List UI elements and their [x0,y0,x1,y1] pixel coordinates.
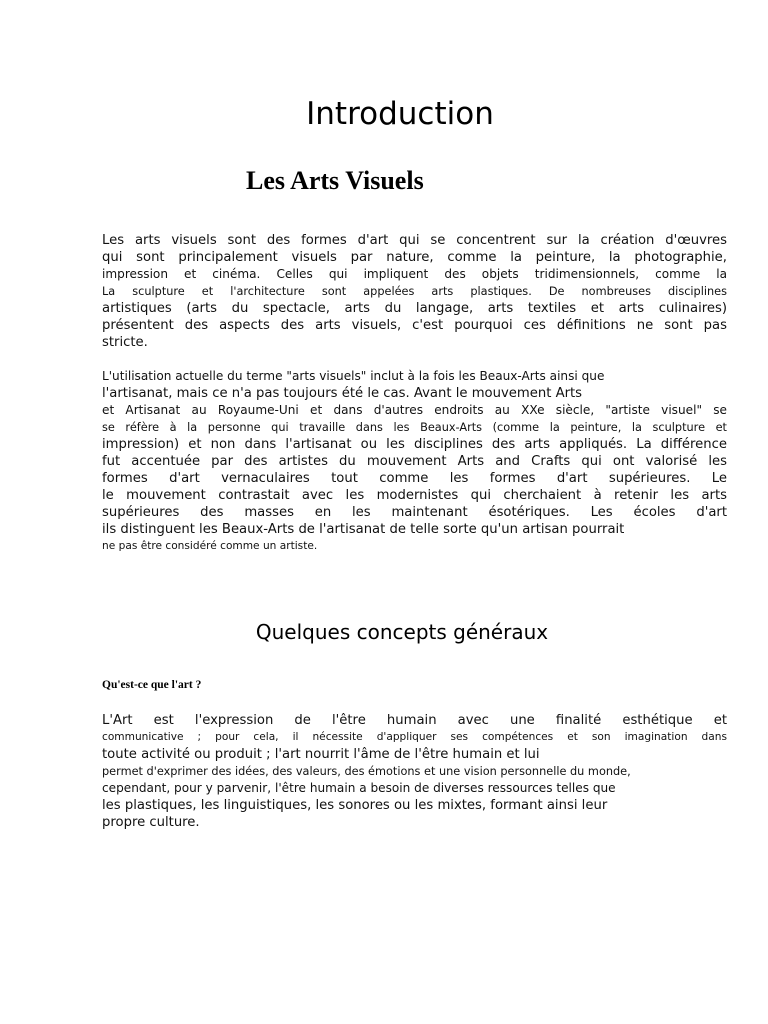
text-line: l'artisanat, mais ce n'a pas toujours été le cas. Avant le mouvement Arts [102,386,583,401]
paragraph-arts-visuels [102,232,727,351]
paragraph-definition-art [102,712,727,831]
text-line: cependant, pour y parvenir, l'être humain a besoin de diverses ressources telles que [102,781,616,795]
text-line: La sculpture et l'architecture sont appelées arts plastiques. De nombreuses disciplines [102,285,727,298]
text-line: qui sont principalement visuels par nature, comme la peinture, la photographie, [102,250,727,265]
text-line: artistiques (arts du spectacle, arts du langage, arts textiles et arts culinaires) [102,301,727,316]
text-line: et Artisanat au Royaume-Uni et dans d'autres endroits au XXe siècle, "artiste visuel" se [102,403,727,417]
section-subtitle: Les Arts Visuels [246,166,424,195]
text-line: Les arts visuels sont des formes d'art qui se concentrent sur la création d'œuvres [102,233,727,248]
text-line: les plastiques, les linguistiques, les sonores ou les mixtes, formant ainsi leur [102,798,608,813]
text-line: stricte. [102,335,148,350]
text-line: impression et cinéma. Celles qui impliquent des objets tridimensionnels, comme la [102,267,727,281]
text-line: propre culture. [102,815,200,830]
text-line: fut accentuée par des artistes du mouvement Arts and Crafts qui ont valorisé les [102,454,727,469]
page-title: Introduction [306,96,494,132]
text-line: supérieures des masses en les maintenant ésotériques. Les écoles d'art [102,505,727,520]
text-line: L'Art est l'expression de l'être humain avec une finalité esthétique et [102,713,727,728]
text-line: impression) et non dans l'artisanat ou les disciplines des arts appliqués. La différence [102,437,727,452]
text-line: L'utilisation actuelle du terme "arts visuels" inclut à la fois les Beaux-Arts ainsi que [102,369,605,383]
text-line: se réfère à la personne qui travaille dans les Beaux-Arts (comme la peinture, la sculpture et [102,421,727,434]
text-line: communicative ; pour cela, il nécessite d'appliquer ses compétences et son imagination dans [102,731,727,743]
text-line: ne pas être considéré comme un artiste. [102,540,318,552]
text-line: formes d'art vernaculaires tout comme les formes d'art supérieures. Le [102,471,727,486]
section-heading: Quelques concepts généraux [255,620,549,644]
text-line: le mouvement contrastait avec les modernistes qui cherchaient à retenir les arts [102,488,727,503]
text-line: présentent des aspects des arts visuels, c'est pourquoi ces définitions ne sont pas [102,318,727,333]
text-line: ils distinguent les Beaux-Arts de l'artisanat de telle sorte qu'un artisan pourrait [102,522,625,537]
question-heading: Qu'est-ce que l'art ? [102,679,202,691]
text-line: permet d'exprimer des idées, des valeurs, des émotions et une vision personnelle du monde, [102,765,631,778]
text-line: toute activité ou produit ; l'art nourrit l'âme de l'être humain et lui [102,747,540,762]
paragraph-usage [102,368,727,555]
